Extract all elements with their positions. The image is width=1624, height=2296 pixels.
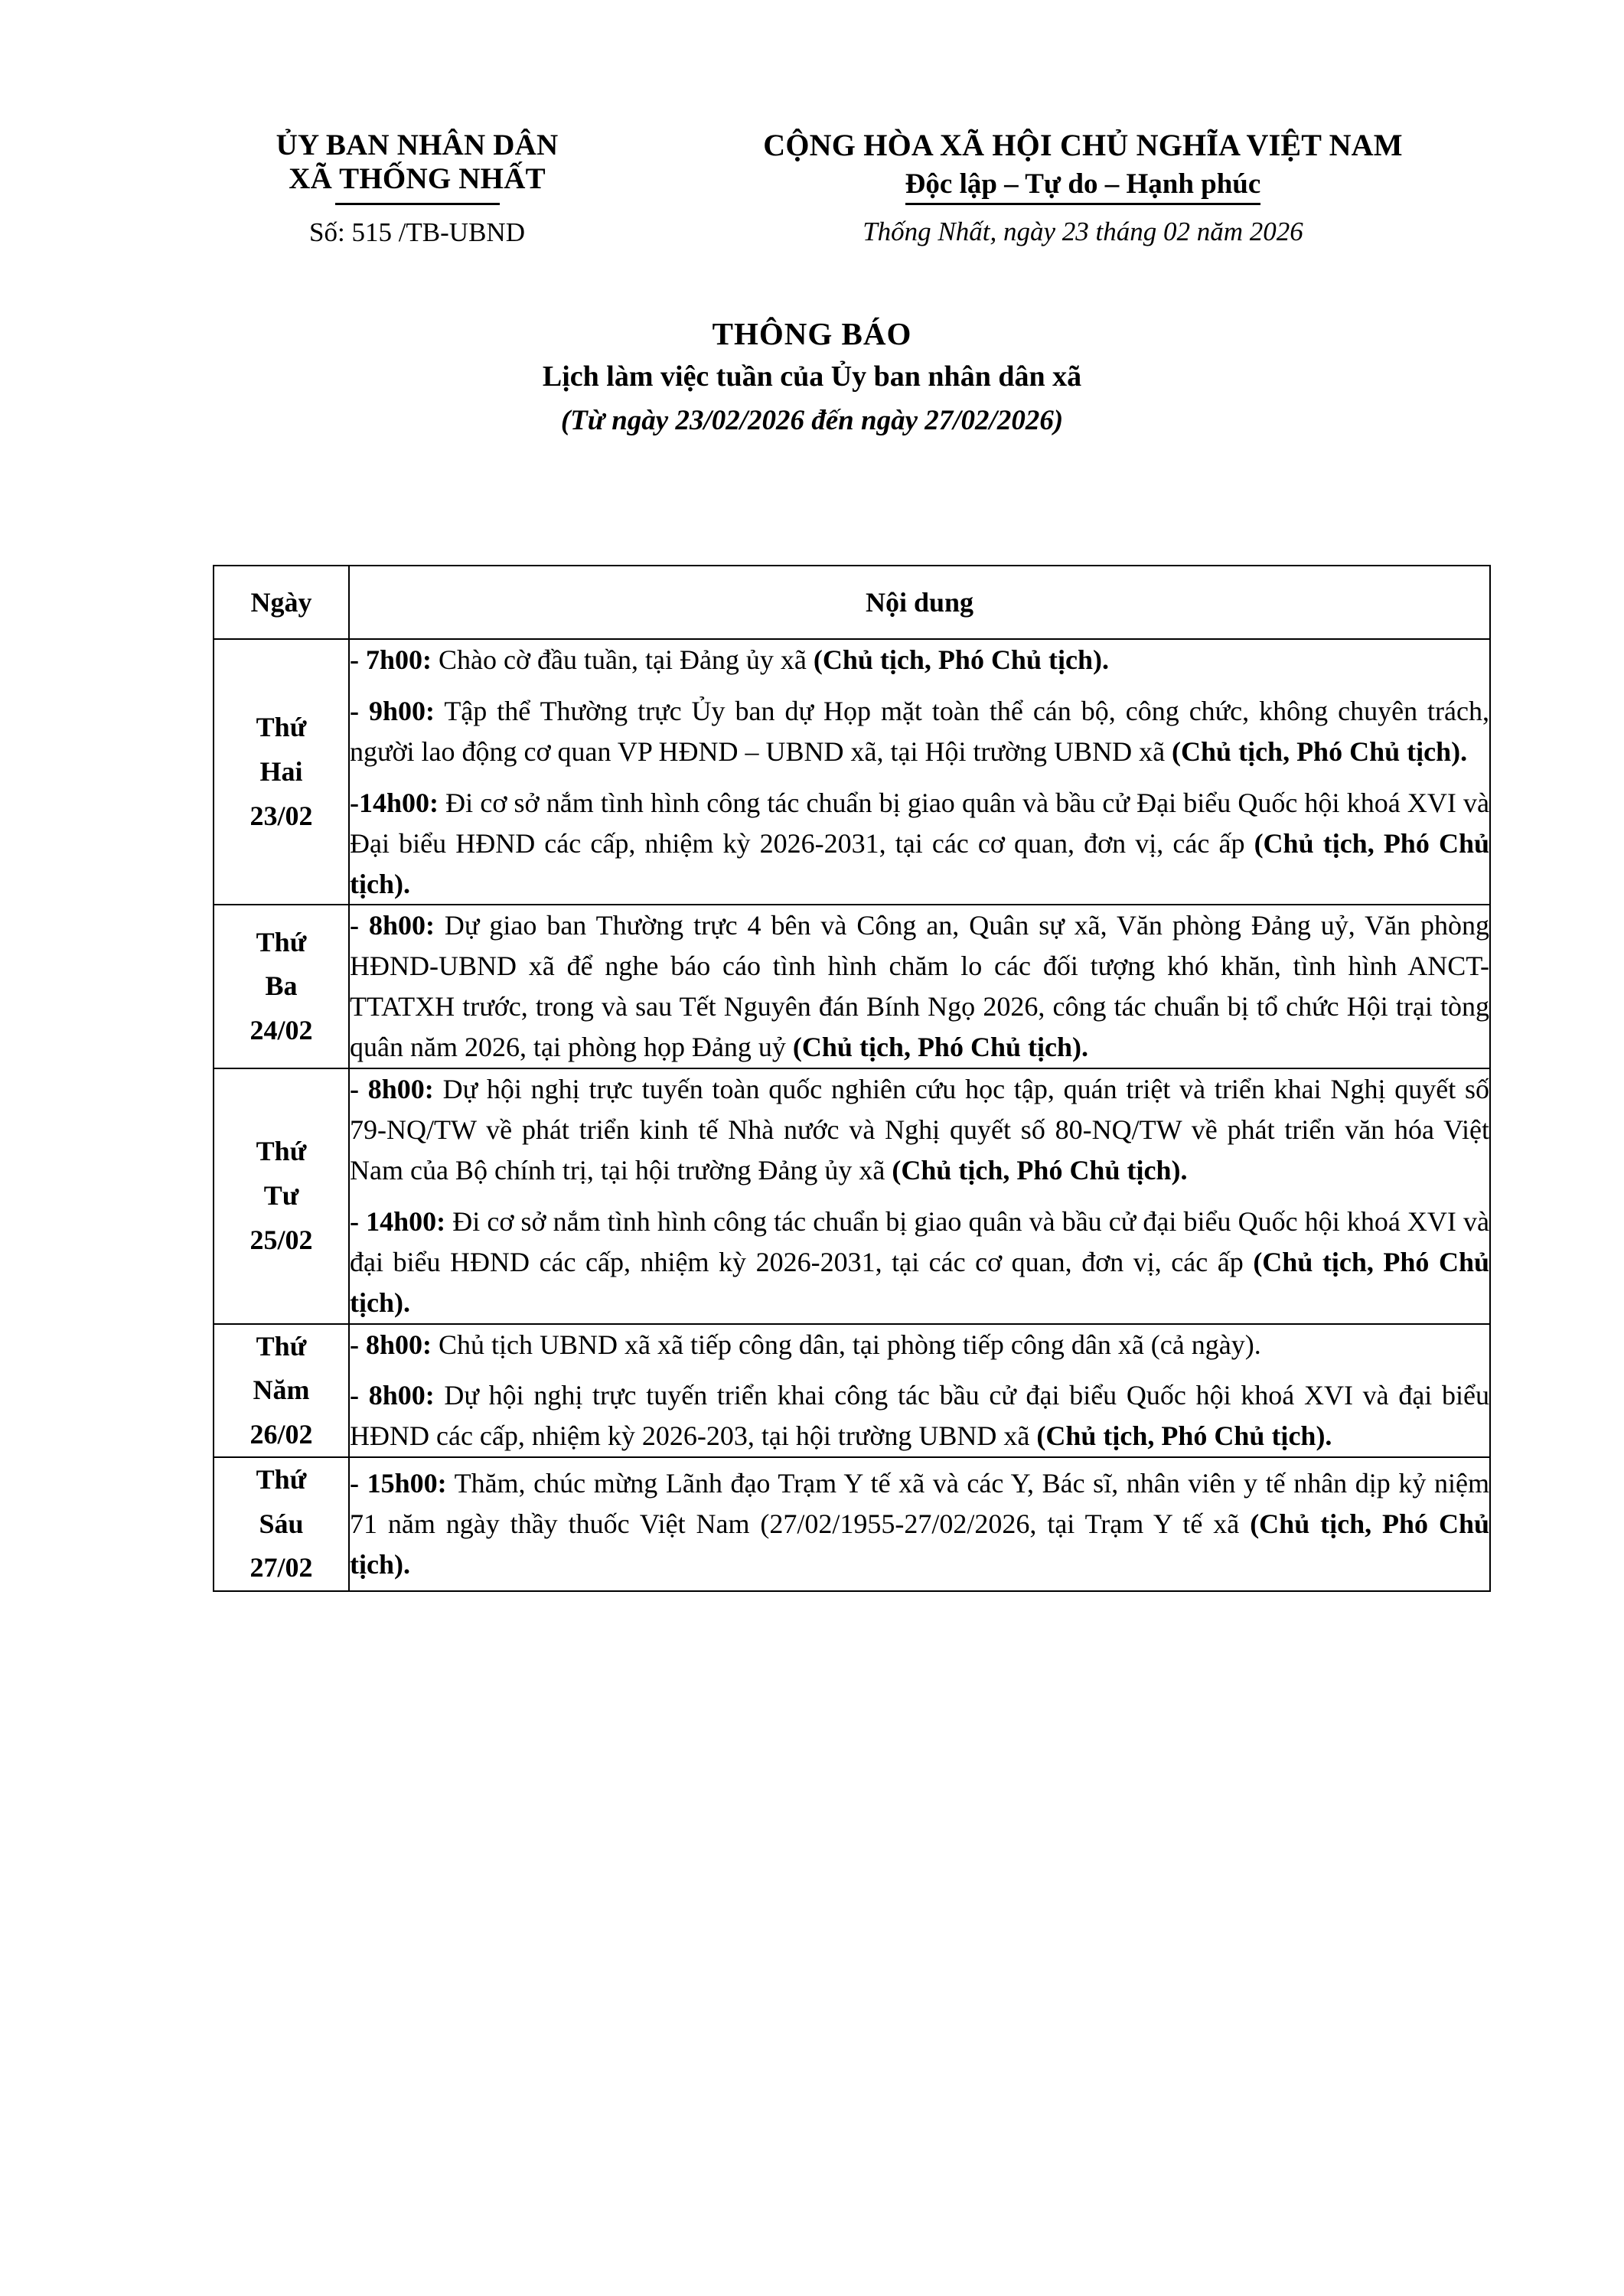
schedule-item (350, 640, 1489, 680)
org-name-line2: XÃ THỐNG NHẤT (289, 161, 546, 195)
schedule-table-body (214, 639, 1490, 1591)
schedule-item-attendees: (Chủ tịch, Phó Chủ tịch). (892, 1154, 1188, 1186)
column-header-day: Ngày (214, 566, 349, 639)
schedule-item-time: - 8h00: (350, 1329, 432, 1360)
issuing-authority-block (188, 129, 647, 250)
document-number: Số: 515 /TB-UBND (309, 217, 525, 248)
schedule-item-text: Dự giao ban Thường trực 4 bên và Công an, Quân sự xã, Văn phòng Đảng uỷ, Văn phòng HĐND-UBND xã để nghe báo cáo tình hình chăm lo các đối tượng khó khăn, tình hình ANCT-TTATXH trước, trong và sau Tết Nguyên đán Bính Ngọ 2026, công tác chuẩn bị tổ chức Hội trại tòng quân năm 2026, tại phòng họp Đảng uỷ (350, 910, 1490, 1063)
schedule-item (350, 691, 1489, 772)
day-cell (214, 905, 349, 1068)
schedule-item-time: -14h00: (350, 787, 439, 818)
document-subtitle: Lịch làm việc tuần của Ủy ban nhân dân xã (542, 360, 1082, 393)
day-cell (214, 1457, 349, 1591)
document-type-title: THÔNG BÁO (712, 316, 912, 351)
schedule-item-attendees: (Chủ tịch, Phó Chủ tịch). (350, 1246, 1490, 1318)
weekly-schedule-table (213, 565, 1491, 1592)
national-title: CỘNG HÒA XÃ HỘI CHỦ NGHĨA VIỆT NAM (763, 128, 1403, 162)
date-range-subtitle: (Từ ngày 23/02/2026 đến ngày 27/02/2026) (560, 404, 1064, 436)
schedule-item-time: - 14h00: (350, 1205, 446, 1237)
org-name-line1: ỦY BAN NHÂN DÂN (276, 129, 559, 161)
day-label-line: Thứ (256, 1464, 307, 1495)
schedule-item-time: - 8h00: (350, 910, 435, 941)
schedule-item-attendees: (Chủ tịch, Phó Chủ tịch). (792, 1032, 1088, 1063)
schedule-item-time: - 8h00: (350, 1074, 434, 1105)
content-cell (349, 1068, 1490, 1323)
schedule-item-text: Đi cơ sở nắm tình hình công tác chuẩn bị giao quân và bầu cử đại biểu Quốc hội khoá XVI và đại biểu HĐND các cấp, nhiệm kỳ 2026-2031, tại các cơ quan, đơn vị, các ấp (350, 1205, 1490, 1277)
schedule-item-text: Dự hội nghị trực tuyến toàn quốc nghiên cứu học tập, quán triệt và triển khai Nghị quyết số 79-NQ/TW về phát triển kinh tế Nhà nước và Nghị quyết số 80-NQ/TW về phát triển văn hóa Việt Nam của Bộ chính trị, tại hội trường Đảng ủy xã (350, 1074, 1490, 1186)
schedule-item (350, 1325, 1489, 1365)
schedule-item-time: - 15h00: (350, 1468, 447, 1499)
schedule-item (350, 783, 1489, 905)
schedule-item-text: Chào cờ đầu tuần, tại Đảng ủy xã (432, 644, 814, 675)
content-cell (349, 639, 1490, 905)
day-label-line: 24/02 (249, 1015, 313, 1046)
national-motto: Độc lập – Tự do – Hạnh phúc (905, 168, 1261, 205)
day-label-line: Thứ (256, 712, 307, 743)
place-and-date: Thống Nhất, ngày 23 tháng 02 năm 2026 (863, 217, 1303, 247)
schedule-item-attendees: (Chủ tịch, Phó Chủ tịch). (1172, 735, 1468, 767)
content-cell (349, 905, 1490, 1068)
table-row (214, 1457, 1490, 1591)
content-cell (349, 1324, 1490, 1458)
schedule-item-text: Thăm, chúc mừng Lãnh đạo Trạm Y tế xã và các Y, Bác sĩ, nhân viên y tế nhân dịp kỷ niệm 71 năm ngày thầy thuốc Việt Nam (27/02/1955-27/02/2026, tại Trạm Y tế xã (350, 1468, 1490, 1540)
schedule-item-text: Tập thể Thường trực Ủy ban dự Họp mặt toàn thể cán bộ, công chức, không chuyên trách, người lao động cơ quan VP HĐND – UBND xã, tại Hội trường UBND xã (350, 695, 1490, 767)
day-label-line: Thứ (256, 1136, 307, 1167)
day-label-line: Sáu (259, 1508, 304, 1539)
document-header (0, 129, 1624, 250)
schedule-table-wrapper (213, 565, 1489, 1592)
schedule-item (350, 1375, 1489, 1456)
schedule-item-text: Đi cơ sở nắm tình hình công tác chuẩn bị giao quân và bầu cử Đại biểu Quốc hội khoá XVI và Đại biểu HĐND các cấp, nhiệm kỳ 2026-2031, tại các cơ quan, đơn vị, các ấp (350, 787, 1489, 859)
day-cell (214, 1324, 349, 1458)
content-cell (349, 1457, 1490, 1591)
schedule-item (350, 1463, 1489, 1585)
day-label-line: Thứ (256, 926, 307, 957)
table-header-row (214, 566, 1490, 639)
schedule-item-time: - 9h00: (350, 695, 435, 726)
day-label-line: Tư (263, 1179, 299, 1211)
day-label-line: Thứ (256, 1330, 307, 1362)
schedule-item-text: Chủ tịch UBND xã xã tiếp công dân, tại phòng tiếp công dân xã (cả ngày). (432, 1329, 1261, 1360)
day-label-line: Ba (265, 970, 298, 1002)
day-label-line: 27/02 (249, 1552, 313, 1583)
schedule-item-text: Dự hội nghị trực tuyến triển khai công tác bầu cử đại biểu Quốc hội khoá XVI và đại biểu HĐND các cấp, nhiệm kỳ 2026-203, tại hội trường UBND xã (350, 1380, 1489, 1452)
table-row (214, 639, 1490, 905)
day-cell (214, 1068, 349, 1323)
day-label-line: 25/02 (249, 1224, 313, 1255)
day-label-line: 26/02 (249, 1418, 313, 1450)
schedule-item-attendees: (Chủ tịch, Phó Chủ tịch). (1036, 1420, 1332, 1452)
schedule-item (350, 1069, 1489, 1191)
schedule-item (350, 905, 1489, 1068)
table-row (214, 1068, 1490, 1323)
day-label-line: Hai (259, 755, 303, 787)
title-block (0, 315, 1624, 439)
schedule-item-attendees: (Chủ tịch, Phó Chủ tịch). (350, 827, 1489, 899)
table-row (214, 905, 1490, 1068)
day-label-line: 23/02 (249, 800, 313, 831)
header-divider-rule (335, 201, 500, 205)
schedule-item-time: - 8h00: (350, 1380, 435, 1411)
schedule-item-attendees: (Chủ tịch, Phó Chủ tịch). (350, 1508, 1489, 1580)
day-label-line: Năm (253, 1375, 310, 1406)
schedule-item-time: - 7h00: (350, 644, 432, 675)
schedule-item-attendees: (Chủ tịch, Phó Chủ tịch). (813, 644, 1109, 675)
table-row (214, 1324, 1490, 1458)
column-header-content: Nội dung (349, 566, 1490, 639)
national-heading-block (662, 129, 1504, 249)
schedule-item (350, 1202, 1489, 1323)
day-cell (214, 639, 349, 905)
